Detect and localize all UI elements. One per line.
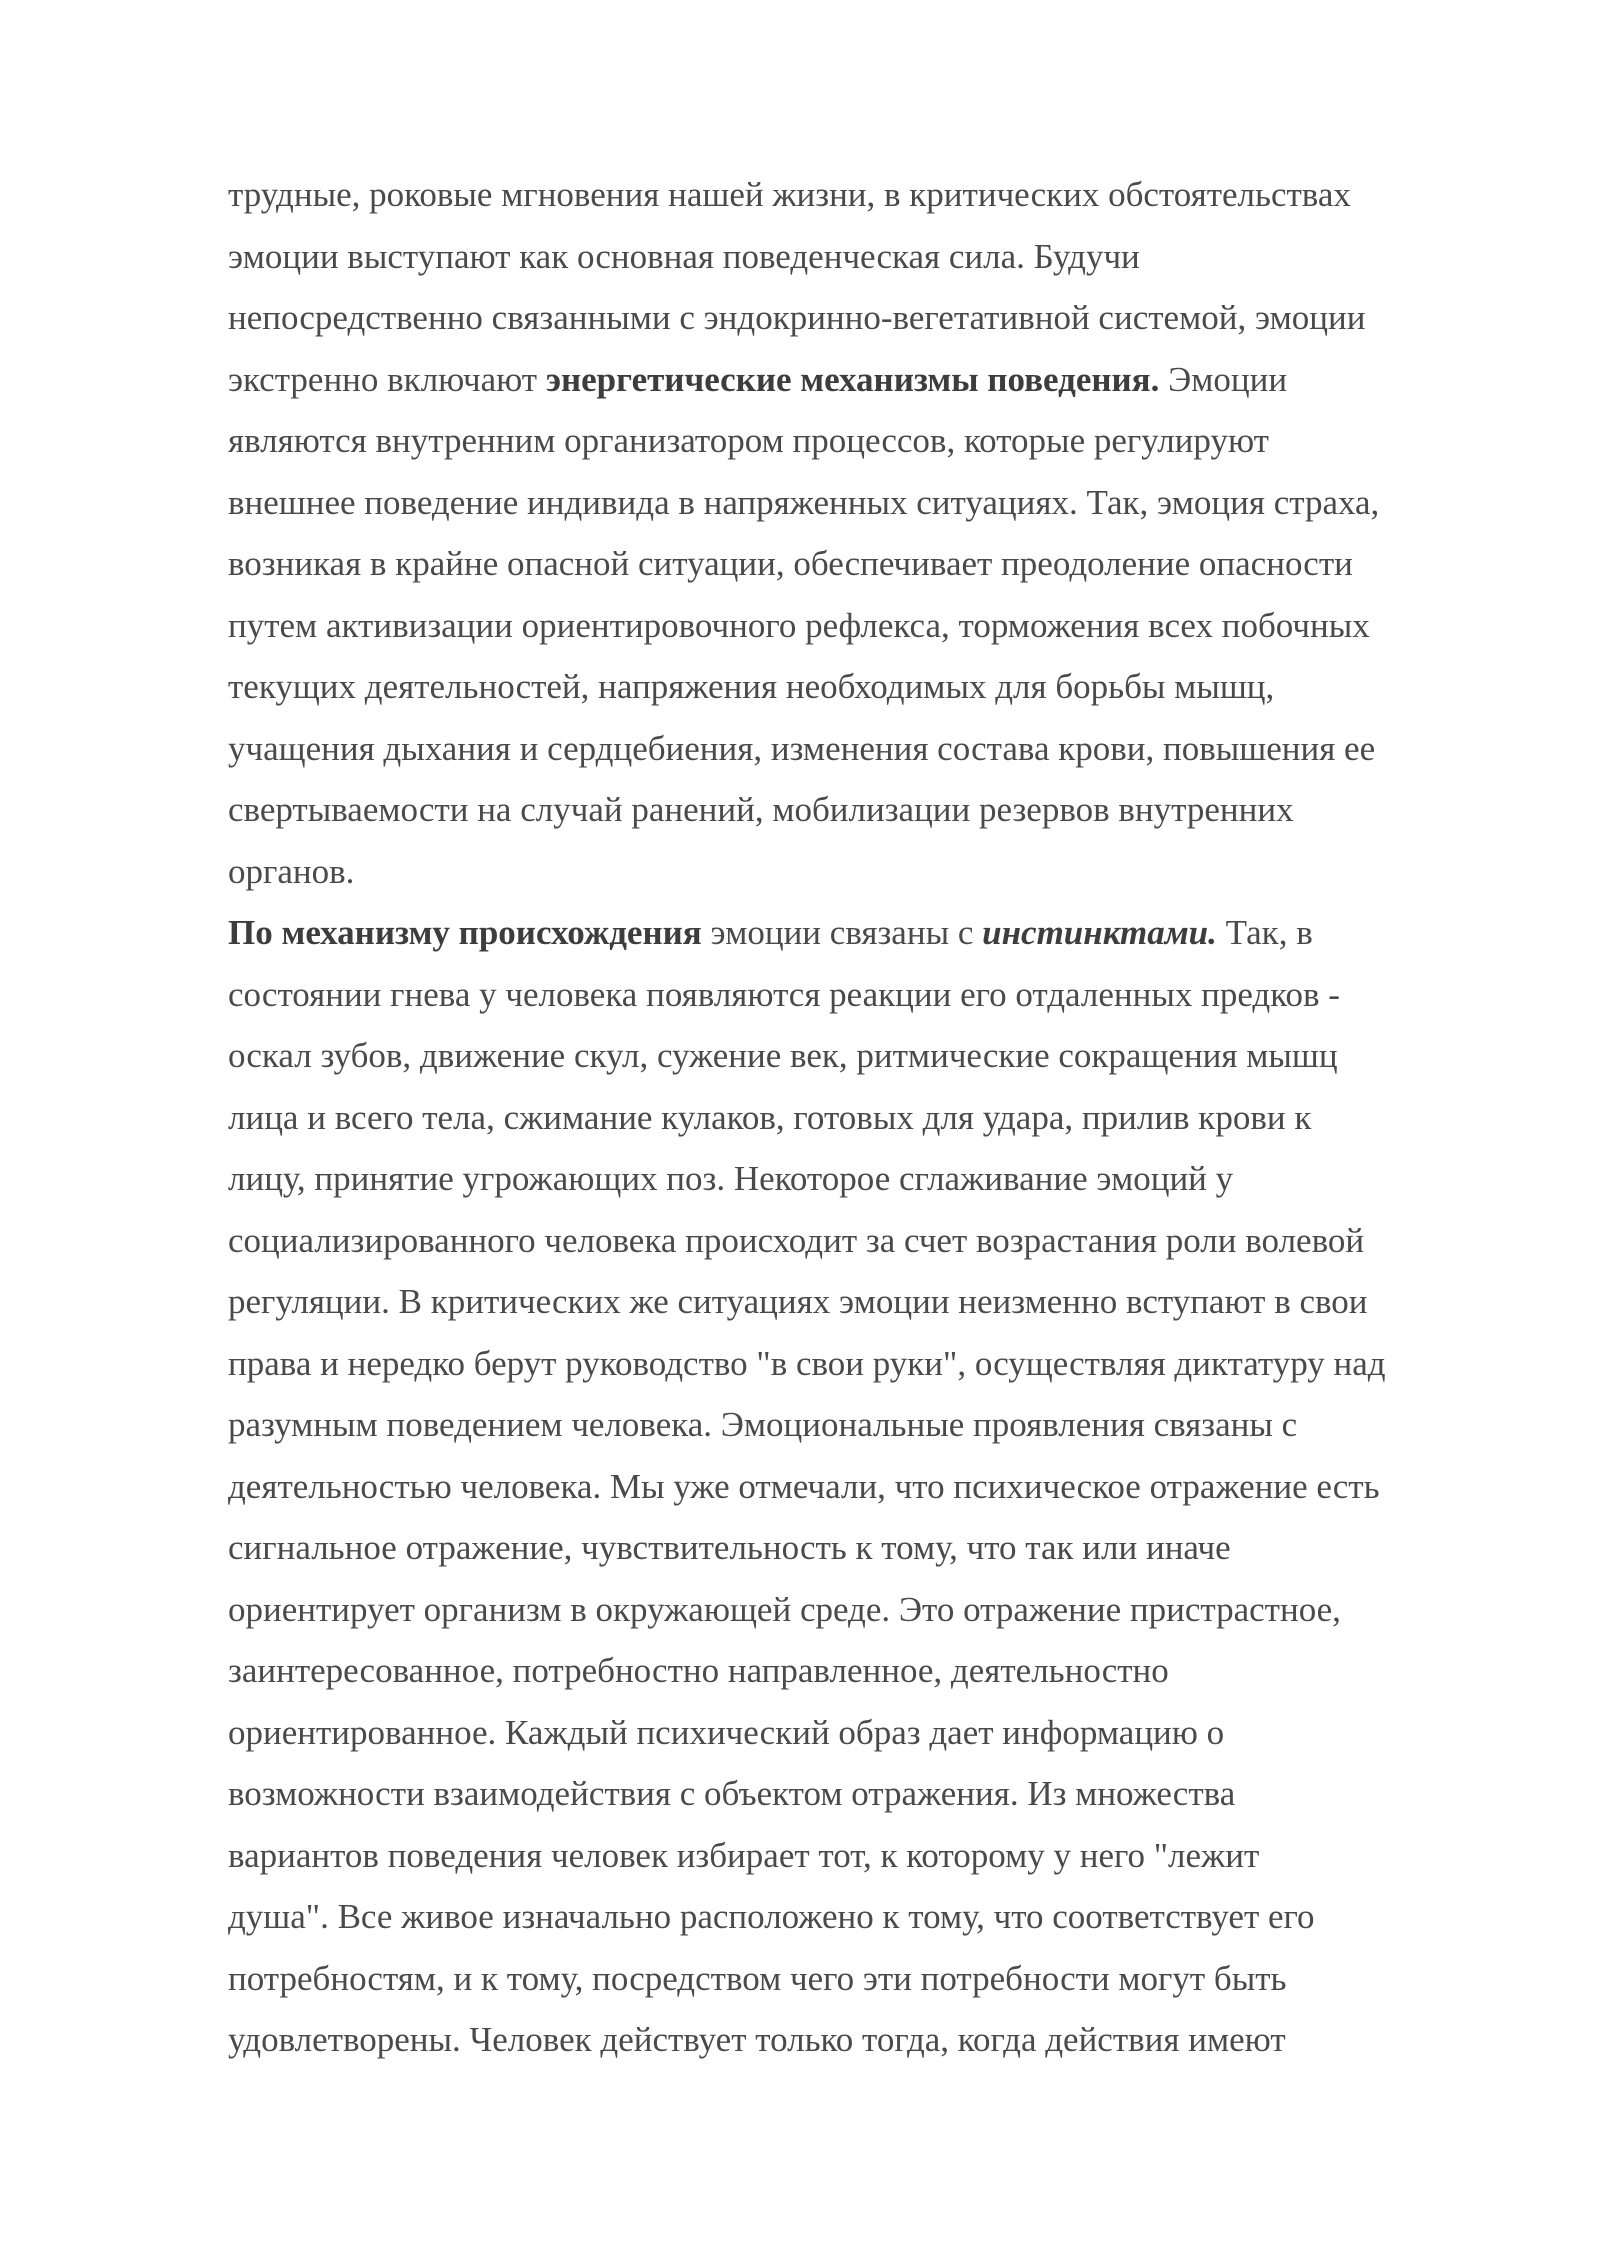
text-line: текущих деятельностей, напряжения необходимых для борьбы мышц,: [228, 667, 1275, 706]
text-run: эмоции связаны с: [701, 913, 983, 952]
text-line: ориентированное. Каждый психический образ дает информацию о: [228, 1712, 1225, 1752]
text-line: эмоции выступают как основная поведенческая сила. Будучи: [228, 236, 1140, 276]
text-line: учащения дыхания и сердцебиения, изменения состава крови, повышения ее: [228, 728, 1376, 768]
text-line: трудные, роковые мгновения нашей жизни, в критических обстоятельствах: [228, 175, 1351, 214]
bold-term: По механизму происхождения: [228, 913, 702, 952]
text-line: заинтересованное, потребностно направленное, деятельностно: [228, 1651, 1169, 1690]
text-line: разумным поведением человека. Эмоциональные проявления связаны с: [228, 1405, 1298, 1444]
text-line: лицу, принятие угрожающих поз. Некоторое сглаживание эмоций у: [228, 1159, 1234, 1198]
text-line: внешнее поведение индивида в напряженных ситуациях. Так, эмоция страха,: [228, 482, 1380, 522]
text-run: Так, в: [1216, 913, 1313, 952]
text-line: вариантов поведения человек избирает тот, к которому у него "лежит: [228, 1835, 1260, 1875]
text-line: деятельностью человека. Мы уже отмечали, что психическое отражение есть: [228, 1466, 1380, 1506]
text-line: являются внутренним организатором процессов, которые регулируют: [228, 421, 1269, 460]
text-line: возникая в крайне опасной ситуации, обеспечивает преодоление опасности: [228, 544, 1353, 583]
text-line: потребностям, и к тому, посредством чего эти потребности могут быть: [228, 1958, 1287, 1998]
text-line: лица и всего тела, сжимание кулаков, готовых для удара, прилив крови к: [228, 1097, 1312, 1137]
text-line: удовлетворены. Человек действует только тогда, когда действия имеют: [228, 2020, 1286, 2059]
text-line: сигнальное отражение, чувствительность к тому, что так или иначе: [228, 1528, 1231, 1567]
text-line: свертываемости на случай ранений, мобилизации резервов внутренних: [228, 790, 1294, 829]
text-line: регуляции. В критических же ситуациях эмоции неизменно вступают в свои: [228, 1282, 1368, 1321]
text-line: непосредственно связанными с эндокринно-вегетативной системой, эмоции: [228, 298, 1366, 337]
text-line: путем активизации ориентировочного рефлекса, торможения всех побочных: [228, 605, 1370, 645]
text-run: экстренно включают: [228, 359, 546, 399]
text-line: состоянии гнева у человека появляются реакции его отдаленных предков -: [228, 974, 1340, 1014]
text-line: душа". Все живое изначально расположено к тому, что соответствует его: [228, 1897, 1315, 1936]
text-line: права и нередко берут руководство "в свои руки", осуществляя диктатуру над: [228, 1343, 1386, 1383]
text-line: [228, 902, 1528, 964]
text-line: социализированного человека происходит за счет возрастания роли волевой: [228, 1220, 1365, 1260]
text-line: возможности взаимодействия с объектом отражения. Из множества: [228, 1774, 1236, 1813]
text-line: оскал зубов, движение скул, сужение век, ритмические сокращения мышц: [228, 1036, 1338, 1075]
body-text: [228, 164, 1528, 2071]
bold-italic-term: инстинктами.: [982, 913, 1217, 952]
text-line: ориентирует организм в окружающей среде. Это отражение пристрастное,: [228, 1589, 1341, 1629]
text-line: [228, 349, 1528, 411]
text-run: Эмоции: [1159, 359, 1288, 399]
bold-term: энергетические механизмы поведения.: [545, 359, 1160, 399]
text-line: органов.: [228, 851, 355, 891]
